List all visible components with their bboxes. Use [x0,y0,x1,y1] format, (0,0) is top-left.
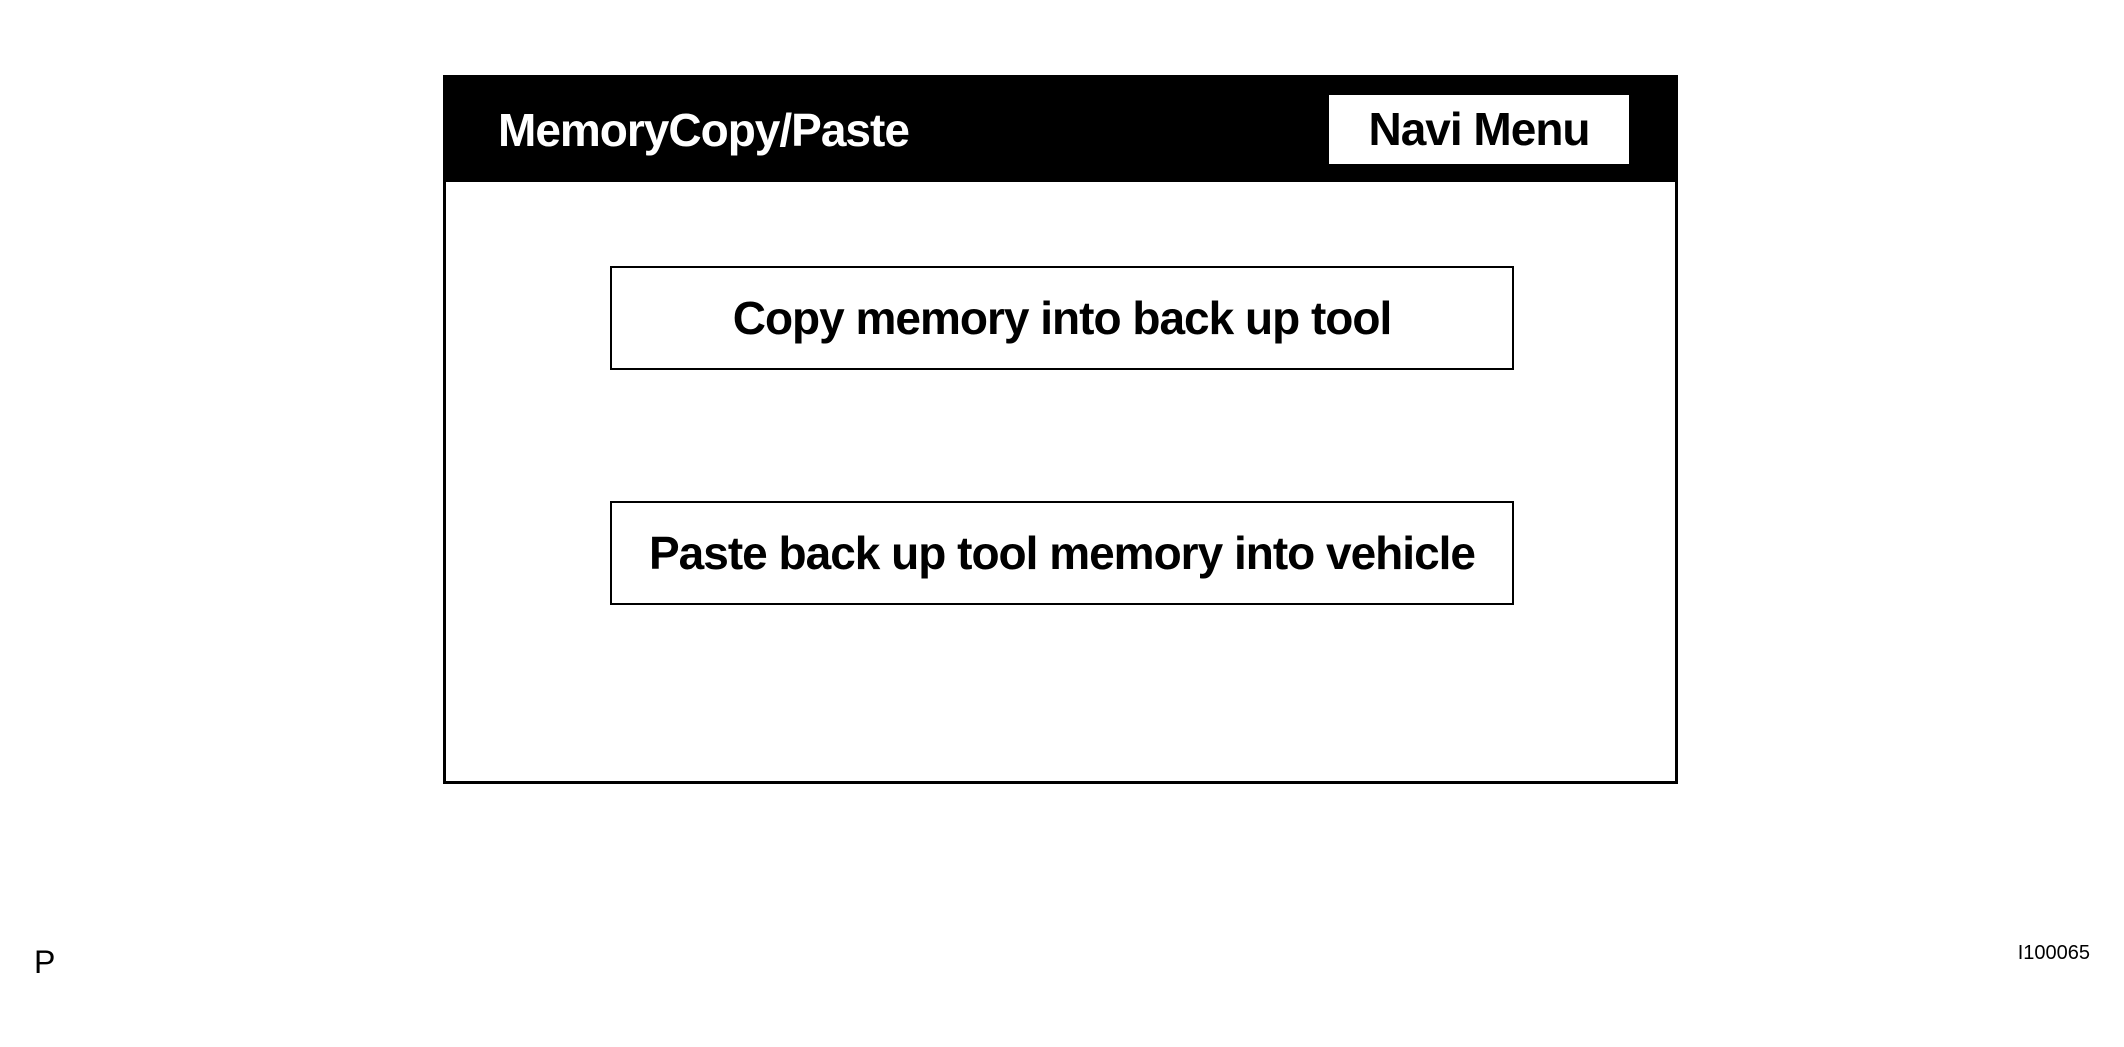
copy-memory-button[interactable]: Copy memory into back up tool [610,266,1514,370]
paste-memory-button[interactable]: Paste back up tool memory into vehicle [610,501,1514,605]
navi-menu-button[interactable]: Navi Menu [1329,95,1629,164]
memory-copy-paste-screen [443,75,1678,784]
title-bar [446,78,1675,182]
figure-id: I100065 [2017,942,2090,964]
screen-title: MemoryCopy/Paste [498,104,909,156]
corner-label: P [34,944,56,980]
